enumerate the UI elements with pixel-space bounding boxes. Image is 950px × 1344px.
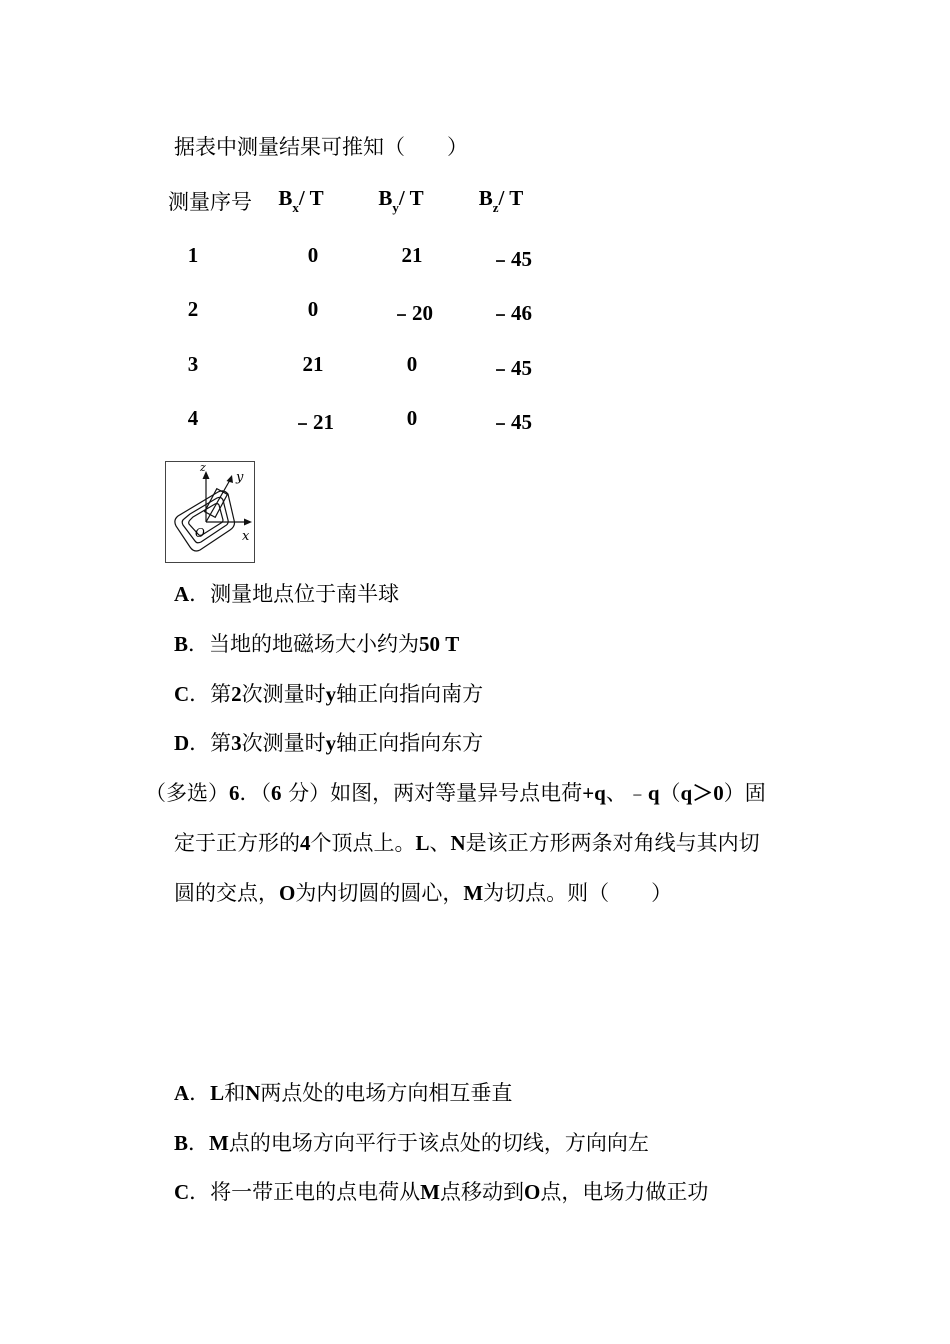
table-cell: 1	[187, 243, 199, 267]
table-cell: ﹣46	[490, 301, 532, 325]
table-cell: 2	[187, 297, 199, 321]
header-by: $B_y/$ T	[378, 186, 424, 215]
table-cell: ﹣21	[292, 410, 334, 434]
question-intro: 据表中测量结果可推知（ ）	[174, 135, 468, 159]
option-text: ．测量地点位于南半球	[189, 582, 400, 606]
table-cell: 3	[187, 352, 199, 376]
option-letter: B	[174, 632, 189, 656]
sensor-axes-figure	[165, 461, 255, 563]
table-cell: 0	[406, 352, 418, 376]
q6-option-c: C．将一带正电的点电荷从M点移动到O点，电场力做正功	[174, 1180, 709, 1204]
q5-option-a	[174, 584, 399, 605]
table-cell: ﹣45	[490, 356, 532, 380]
table-cell: 21	[302, 352, 324, 376]
q5-option-b: B．当地的地磁场大小约为50 T	[174, 632, 460, 656]
q5-option-d: D．第3次测量时y轴正向指向东方	[174, 731, 484, 755]
q6-stem-line3: 圆的交点，O为内切圆的圆心，M为切点。则（ ）	[174, 881, 673, 905]
table-cell: 4	[187, 406, 199, 430]
axes-diagram	[166, 462, 254, 562]
option-letter: C	[174, 682, 190, 706]
axis-x-label: x	[242, 529, 250, 544]
option-letter: C	[174, 1180, 190, 1204]
table-cell: 0	[406, 406, 418, 430]
axis-y-label: y	[236, 470, 244, 485]
q6-stem-line2: 定于正方形的4个顶点上。L、N是该正方形两条对角线与其内切	[174, 831, 760, 855]
q6-option-b: B．M点的电场方向平行于该点处的切线，方向向左	[174, 1131, 649, 1155]
q6-option-a: A．L和N两点处的电场方向相互垂直	[174, 1081, 513, 1105]
header-bz: $B_z/$ T	[478, 186, 524, 215]
table-cell: ﹣20	[391, 301, 433, 325]
table-cell: 0	[307, 297, 319, 321]
table-cell: 21	[401, 243, 423, 267]
q6-stem-line1: （多选）6．（6 分）如图，两对等量异号点电荷+q、﹣q（q＞0）固	[145, 781, 766, 805]
table-cell: 0	[307, 243, 319, 267]
table-cell: ﹣45	[490, 247, 532, 271]
option-letter: A	[174, 1081, 190, 1105]
table-cell: ﹣45	[490, 410, 532, 434]
header-bx: $B_x/$ T	[278, 186, 324, 215]
option-letter: A	[174, 582, 190, 606]
option-letter: B	[174, 1131, 189, 1155]
q5-option-c: C．第2次测量时y轴正向指向南方	[174, 682, 484, 706]
header-index: 测量序号	[168, 190, 252, 214]
origin-label: O	[195, 526, 205, 540]
axis-z-label: z	[200, 462, 206, 474]
option-letter: D	[174, 731, 190, 755]
